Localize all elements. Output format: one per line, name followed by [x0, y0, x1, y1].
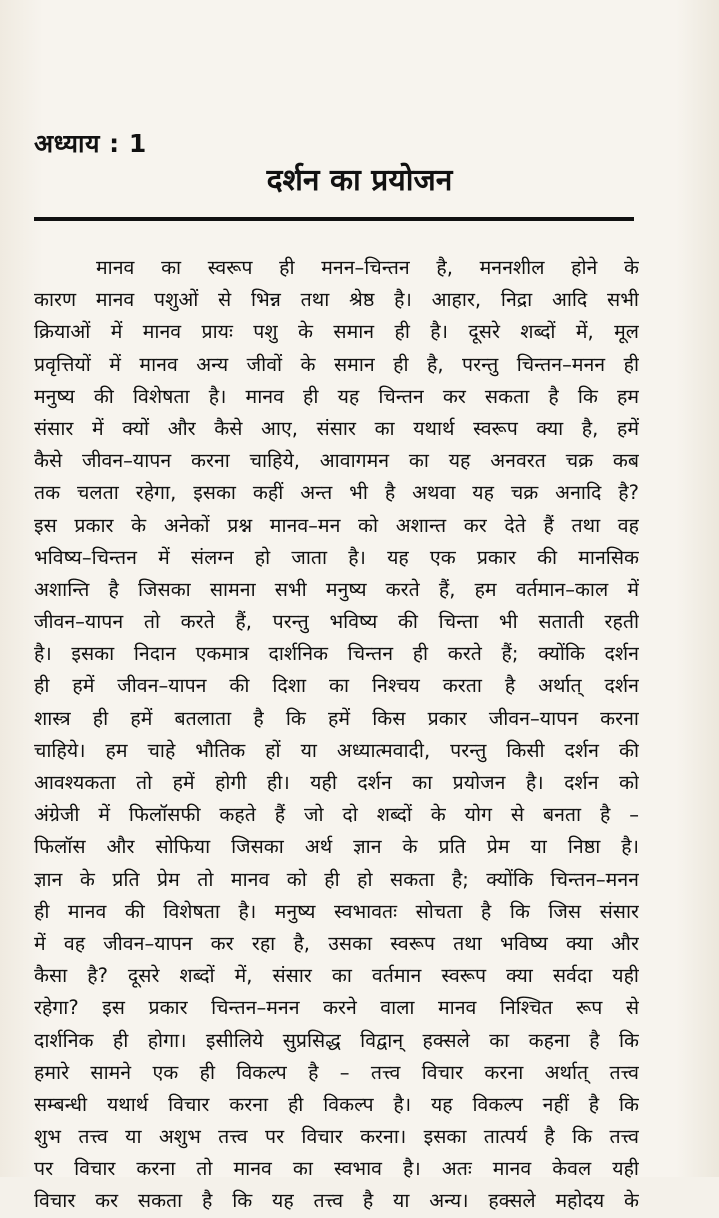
text-line: प्रवृत्तियों में मानव अन्य जीवों के समान ही है, परन्तु चिन्तन–मनन ही: [34, 352, 639, 376]
text-line: कारण मानव पशुओं से भिन्न तथा श्रेष्ठ है। आहार, निद्रा आदि सभी: [34, 288, 639, 312]
text-line: कैसा है? दूसरे शब्दों में, संसार का वर्तमान स्वरूप क्या सर्वदा यही: [34, 964, 639, 988]
text-line: पर विचार करना तो मानव का स्वभाव है। अतः मानव केवल यही: [34, 1157, 639, 1181]
text-line: क्रियाओं में मानव प्रायः पशु के समान ही है। दूसरे शब्दों में, मूल: [34, 320, 639, 344]
title-divider: [34, 217, 634, 221]
text-line: इस प्रकार के अनेकों प्रश्न मानव–मन को अशान्त कर देते हैं तथा वह: [34, 513, 639, 537]
text-line: अंग्रेजी में फिलॉसफी कहते हैं जो दो शब्दों के योग से बनता है –: [34, 803, 639, 827]
text-line: तक चलता रहेगा, इसका कहीं अन्त भी है अथवा यह चक्र अनादि है?: [34, 481, 639, 505]
text-line: ज्ञान के प्रति प्रेम तो मानव को ही हो सकता है; क्योंकि चिन्तन–मनन: [34, 867, 639, 891]
text-line: मानव का स्वरूप ही मनन–चिन्तन है, मननशील होने के: [96, 256, 639, 279]
text-line: विचार कर सकता है कि यह तत्त्व है या अन्य। हक्सले महोदय के: [34, 1189, 639, 1213]
text-line: चाहिये। हम चाहे भौतिक हों या अध्यात्मवादी, परन्तु किसी दर्शन की: [34, 738, 639, 762]
text-line: दार्शनिक ही होगा। इसीलिये सुप्रसिद्ध विद्वान् हक्सले का कहना है कि: [34, 1028, 639, 1052]
text-line: कैसे जीवन–यापन करना चाहिये, आवागमन का यह अनवरत चक्र कब: [34, 449, 639, 473]
text-line: संसार में क्यों और कैसे आए, संसार का यथार्थ स्वरूप क्या है, हमें: [34, 416, 639, 440]
body-text: [34, 252, 639, 1218]
text-line: ही मानव की विशेषता है। मनुष्य स्वभावतः सोचता है कि जिस संसार: [34, 899, 639, 923]
text-line: मनुष्य की विशेषता है। मानव ही यह चिन्तन कर सकता है कि हम: [34, 384, 639, 408]
chapter-label: अध्याय : 1: [34, 129, 147, 158]
text-line: में वह जीवन–यापन कर रहा है, उसका स्वरूप तथा भविष्य क्या और: [34, 931, 639, 955]
text-line: शुभ तत्त्व या अशुभ तत्त्व पर विचार करना। इसका तात्पर्य है कि तत्त्व: [34, 1125, 639, 1149]
text-line: शास्त्र ही हमें बतलाता है कि हमें किस प्रकार जीवन–यापन करना: [34, 706, 639, 730]
text-line: हमारे सामने एक ही विकल्प है – तत्त्व विचार करना अर्थात् तत्त्व: [34, 1060, 639, 1084]
text-line: भविष्य–चिन्तन में संलग्न हो जाता है। यह एक प्रकार की मानसिक: [34, 545, 639, 569]
chapter-title: दर्शन का प्रयोजन: [266, 163, 453, 198]
text-line: जीवन–यापन तो करते हैं, परन्तु भविष्य की चिन्ता भी सताती रहती: [34, 610, 639, 634]
text-line: ही हमें जीवन–यापन की दिशा का निश्चय करता है अर्थात् दर्शन: [34, 674, 639, 698]
text-line: फिलॉस और सोफिया जिसका अर्थ ज्ञान के प्रति प्रेम या निष्ठा है।: [34, 835, 639, 859]
text-line: है। इसका निदान एकमात्र दार्शनिक चिन्तन ही करते हैं; क्योंकि दर्शन: [34, 642, 639, 666]
text-line: सम्बन्धी यथार्थ विचार करना ही विकल्प है। यह विकल्प नहीं है कि: [34, 1092, 639, 1116]
text-line: रहेगा? इस प्रकार चिन्तन–मनन करने वाला मानव निश्चित रूप से: [34, 996, 639, 1020]
text-line: अशान्ति है जिसका सामना सभी मनुष्य करते हैं, हम वर्तमान–काल में: [34, 577, 639, 601]
text-line: आवश्यकता तो हमें होगी ही। यही दर्शन का प्रयोजन है। दर्शन को: [34, 771, 639, 794]
